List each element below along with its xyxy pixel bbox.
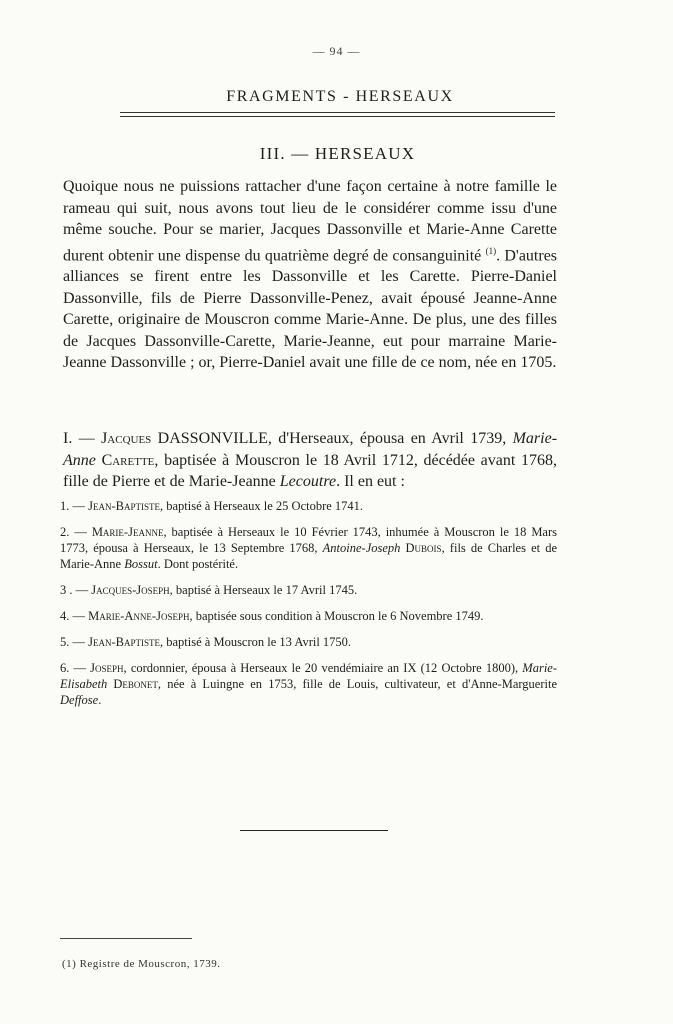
child-spouse-surname: Debonet	[113, 677, 158, 691]
child-name: Marie-Anne-Joseph	[88, 609, 190, 623]
child-item	[60, 498, 557, 514]
child-item	[60, 608, 557, 624]
header-rule	[120, 112, 555, 117]
section-title: III. — HERSEAUX	[259, 144, 416, 163]
child-spouse-first: Marie-Elisabeth	[60, 661, 558, 691]
genealogy-entry	[63, 428, 557, 493]
entry-text: , d'Herseaux, épousa en Avril 1739,	[267, 430, 513, 447]
footnote-rule	[60, 938, 192, 939]
children-list	[60, 498, 557, 718]
entry-surname: DASSONVILLE	[157, 430, 268, 447]
entry-text-2: , baptisée à Mouscron le 18 Avril 1712, décédée avant 1768, fille de Pierre et de Marie-Jeanne	[63, 451, 558, 490]
page-number: — 94 —	[312, 44, 361, 58]
spouse-surname: Carette	[101, 451, 155, 469]
child-text-2: , née à Luingne en 1753, fille de Louis, cultivateur, et d'Anne-Marguerite	[157, 677, 558, 691]
mother-surname: Lecoutre	[279, 473, 337, 490]
child-text: , baptisé à Herseaux le 17 Avril 1745.	[169, 583, 358, 597]
entry-prefix: I. —	[63, 430, 102, 447]
child-name: Jean-Baptiste	[88, 635, 160, 649]
child-number: 5. —	[60, 635, 89, 649]
intro-paragraph	[63, 176, 557, 374]
child-spouse-first: Antoine-Joseph	[322, 541, 401, 555]
child-name: Marie-Jeanne	[91, 525, 164, 539]
child-spouse-mother: Bossut	[124, 557, 158, 571]
child-text: , baptisée à Herseaux le 10 Février 1743, inhumée à Mouscron le 18 Mars 1773, épousa à Herseaux, le 13 Septembre 1768,	[60, 525, 558, 555]
running-head: FRAGMENTS - HERSEAUX	[226, 88, 454, 105]
child-item	[60, 660, 557, 708]
child-spouse-surname: Dubois	[405, 541, 442, 555]
child-text-3: . Dont postérité.	[157, 557, 239, 571]
child-name: Joseph	[90, 661, 124, 675]
child-number: 4. —	[60, 609, 89, 623]
entry-first-name: Jacques	[101, 430, 152, 447]
entry-text-3: . Il en eut :	[336, 473, 405, 490]
child-name: Jacques-Joseph	[91, 583, 170, 597]
child-item	[60, 524, 557, 572]
child-name: Jean-Baptiste	[88, 499, 160, 513]
intro-text: Quoique nous ne puissions rattacher d'une façon certaine à notre famille le rameau qui suit, nous avons tout lieu de le considérer comme issu d'une même souche. Pour se marier, Jacques Dassonville et Marie-Anne Carette durent obtenir une dispense du quatrième degré de consanguinité	[63, 178, 557, 264]
child-item	[60, 634, 557, 650]
child-number: 3 . —	[60, 583, 92, 597]
child-number: 6. —	[60, 661, 91, 675]
section-end-rule	[240, 830, 388, 831]
footnote: (1) Registre de Mouscron, 1739.	[62, 958, 221, 970]
child-text-2: , fils de Charles et de Marie-Anne	[60, 541, 558, 571]
child-number: 1. —	[60, 499, 89, 513]
child-item	[60, 582, 557, 598]
child-text: , baptisé à Mouscron le 13 Avril 1750.	[160, 635, 352, 649]
child-text: , baptisé à Herseaux le 25 Octobre 1741.	[160, 499, 364, 513]
child-text: , cordonnier, épousa à Herseaux le 20 vendémiaire an IX (12 Octobre 1800),	[123, 661, 523, 675]
child-number: 2. —	[60, 525, 92, 539]
child-spouse-mother: Deffose	[60, 693, 99, 707]
child-text: , baptisée sous condition à Mouscron le 6 Novembre 1749.	[189, 609, 484, 623]
child-text-3: .	[98, 693, 102, 707]
spouse-first-name: Marie-Anne	[63, 430, 558, 469]
intro-text-continued: . D'autres alliances se firent entre les Dassonville et les Carette. Pierre-Daniel Dassonville, fils de Pierre Dassonville-Penez, avait épousé Jeanne-Anne Carette, originaire de Mouscron comme Marie-Anne. De plus, une des filles de Jacques Dassonville-Carette, Marie-Jeanne, eut pour marraine Marie-Jeanne Dassonville ; or, Pierre-Daniel avait une fille de ce nom, née en 1705.	[63, 246, 558, 372]
footnote-marker: (1)	[485, 245, 497, 256]
